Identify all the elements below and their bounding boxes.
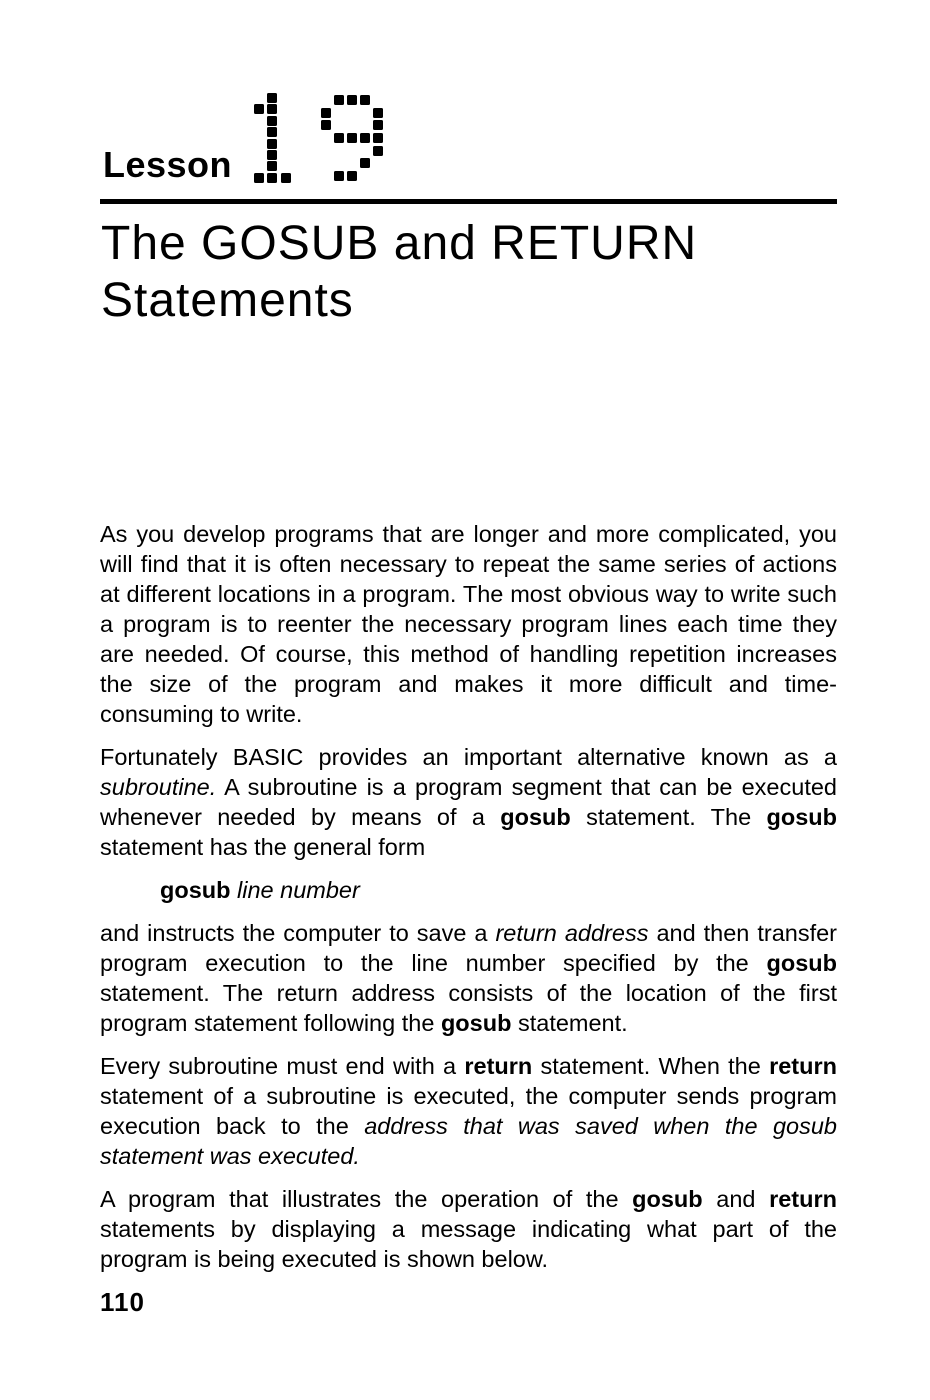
digit-dot-row bbox=[321, 95, 386, 108]
digit-dot bbox=[254, 104, 264, 114]
digit-dot bbox=[321, 108, 331, 118]
digit-dot-cell bbox=[373, 133, 386, 146]
digit-gap-cell bbox=[334, 158, 347, 171]
text-segment: gosub bbox=[160, 877, 231, 903]
digit-dot bbox=[267, 150, 277, 160]
digit-dot-cell bbox=[267, 139, 280, 150]
digit-dot-row bbox=[254, 116, 294, 127]
chapter-title-line1: The GOSUB and RETURN bbox=[101, 217, 698, 270]
lesson-number-digit-9 bbox=[321, 95, 386, 184]
digit-dot bbox=[373, 108, 383, 118]
paragraph bbox=[100, 1051, 837, 1171]
digit-dot-cell bbox=[267, 116, 280, 127]
digit-dot bbox=[373, 133, 383, 143]
digit-gap-cell bbox=[347, 120, 360, 133]
digit-dot-cell bbox=[281, 173, 294, 184]
digit-dot bbox=[254, 173, 264, 183]
chapter-title bbox=[101, 215, 861, 329]
digit-dot-cell bbox=[347, 133, 360, 146]
text-segment: line number bbox=[237, 877, 360, 903]
digit-dot-cell bbox=[373, 146, 386, 159]
text-segment: return bbox=[769, 1053, 837, 1079]
digit-dot-cell bbox=[267, 93, 280, 104]
digit-gap-cell bbox=[321, 171, 334, 184]
text-segment: As you develop programs that are longer and more complicated, you will find that it is often necessary to repeat the same series of actions at different locations in a program. The most obvious way to write such a program is to reenter the necessary program lines each time they are needed. Of course, this method of handling repetition increases the size of the program and makes it more difficult and time-consuming to write. bbox=[100, 521, 837, 727]
text-segment: and bbox=[702, 1186, 770, 1212]
digit-dot-cell bbox=[267, 161, 280, 172]
digit-dot-cell bbox=[321, 108, 334, 121]
digit-dot bbox=[281, 173, 291, 183]
digit-dot bbox=[267, 161, 277, 171]
digit-dot bbox=[334, 133, 344, 143]
digit-dot-cell bbox=[254, 173, 267, 184]
digit-dot-cell bbox=[254, 104, 267, 115]
text-segment: return bbox=[464, 1053, 533, 1079]
digit-dot-row bbox=[254, 161, 294, 172]
digit-gap-cell bbox=[360, 146, 373, 159]
digit-dot bbox=[360, 133, 370, 143]
digit-dot-cell bbox=[267, 127, 280, 138]
digit-dot-cell bbox=[373, 120, 386, 133]
digit-dot-cell bbox=[267, 173, 280, 184]
digit-dot-cell bbox=[360, 95, 373, 108]
digit-dot bbox=[267, 93, 277, 103]
text-segment: and then transfer program execution to the line number specified by the bbox=[100, 920, 838, 976]
body-text bbox=[100, 519, 837, 1274]
digit-dot bbox=[334, 95, 344, 105]
text-segment: gosub bbox=[500, 804, 571, 830]
digit-dot-row bbox=[321, 108, 386, 121]
digit-gap-cell bbox=[347, 108, 360, 121]
digit-dot-row bbox=[254, 93, 294, 104]
digit-dot-row bbox=[254, 150, 294, 161]
digit-dot bbox=[267, 116, 277, 126]
text-segment: statement. When the bbox=[532, 1053, 770, 1079]
digit-gap-cell bbox=[254, 161, 267, 172]
text-segment: statement. The return address consists of the location of the first program statement following the bbox=[100, 980, 837, 1036]
digit-gap-cell bbox=[334, 108, 347, 121]
digit-dot bbox=[267, 139, 277, 149]
text-segment: A subroutine is a program segment that can be executed whenever needed by means of a bbox=[100, 774, 837, 830]
digit-gap-cell bbox=[281, 93, 294, 104]
text-segment: statements by displaying a message indicating what part of the program is being executed is shown below. bbox=[100, 1216, 837, 1272]
digit-dot-row bbox=[254, 104, 294, 115]
text-segment: subroutine. bbox=[100, 774, 217, 800]
digit-gap-cell bbox=[254, 127, 267, 138]
digit-gap-cell bbox=[373, 171, 386, 184]
digit-gap-cell bbox=[281, 161, 294, 172]
digit-dot-cell bbox=[267, 104, 280, 115]
digit-dot bbox=[267, 127, 277, 137]
text-segment: gosub bbox=[632, 1186, 703, 1212]
text-segment: statement of a subroutine is executed, the computer sends program execution back to the bbox=[100, 1083, 837, 1139]
digit-dot-cell bbox=[334, 171, 347, 184]
digit-dot-cell bbox=[360, 158, 373, 171]
text-segment: gosub bbox=[766, 804, 837, 830]
digit-gap-cell bbox=[373, 95, 386, 108]
digit-gap-cell bbox=[281, 104, 294, 115]
digit-dot bbox=[347, 95, 357, 105]
page-number: 110 bbox=[100, 1287, 145, 1317]
header-rule bbox=[100, 199, 837, 204]
lesson-number-digit-1 bbox=[254, 93, 294, 184]
paragraph bbox=[100, 1184, 837, 1274]
digit-gap-cell bbox=[334, 120, 347, 133]
text-segment: statement. The bbox=[570, 804, 767, 830]
digit-dot-row bbox=[321, 171, 386, 184]
digit-dot-cell bbox=[267, 150, 280, 161]
digit-gap-cell bbox=[281, 139, 294, 150]
paragraph bbox=[100, 519, 837, 729]
digit-dot-row bbox=[254, 127, 294, 138]
digit-dot-row bbox=[254, 139, 294, 150]
digit-gap-cell bbox=[321, 95, 334, 108]
text-segment: return address bbox=[495, 920, 649, 946]
text-segment: statement has the general form bbox=[100, 834, 426, 860]
lesson-label: Lesson bbox=[103, 144, 233, 185]
digit-dot bbox=[321, 120, 331, 130]
digit-dot bbox=[267, 104, 277, 114]
digit-dot-cell bbox=[347, 95, 360, 108]
digit-gap-cell bbox=[321, 158, 334, 171]
digit-dot bbox=[373, 120, 383, 130]
paragraph bbox=[100, 918, 837, 1038]
digit-dot-cell bbox=[360, 133, 373, 146]
digit-gap-cell bbox=[347, 146, 360, 159]
digit-dot-row bbox=[321, 146, 386, 159]
text-segment: A program that illustrates the operation of the bbox=[100, 1186, 633, 1212]
digit-dot-cell bbox=[334, 133, 347, 146]
digit-dot-row bbox=[321, 133, 386, 146]
digit-gap-cell bbox=[281, 116, 294, 127]
digit-gap-cell bbox=[360, 171, 373, 184]
text-segment: gosub bbox=[766, 950, 837, 976]
digit-dot-cell bbox=[334, 95, 347, 108]
digit-gap-cell bbox=[347, 158, 360, 171]
digit-gap-cell bbox=[281, 127, 294, 138]
digit-dot bbox=[347, 133, 357, 143]
text-segment: Every subroutine must end with a bbox=[100, 1053, 465, 1079]
digit-gap-cell bbox=[321, 146, 334, 159]
digit-gap-cell bbox=[254, 116, 267, 127]
text-segment: return bbox=[769, 1186, 837, 1212]
digit-gap-cell bbox=[321, 133, 334, 146]
digit-dot bbox=[373, 146, 383, 156]
text-segment: statement. bbox=[511, 1010, 628, 1036]
digit-dot-cell bbox=[347, 171, 360, 184]
digit-dot-row bbox=[254, 173, 294, 184]
text-segment: and instructs the computer to save a bbox=[100, 920, 496, 946]
digit-dot-cell bbox=[373, 108, 386, 121]
text-segment: Fortunately BASIC provides an important alternative known as a bbox=[100, 744, 837, 770]
digit-gap-cell bbox=[254, 139, 267, 150]
digit-gap-cell bbox=[254, 93, 267, 104]
digit-dot bbox=[334, 171, 344, 181]
digit-dot bbox=[267, 173, 277, 183]
digit-gap-cell bbox=[254, 150, 267, 161]
digit-dot bbox=[347, 171, 357, 181]
text-segment: address that was saved when the gosub statement was executed. bbox=[100, 1113, 837, 1169]
text-segment: gosub bbox=[440, 1010, 512, 1036]
chapter-title-line2: Statements bbox=[101, 274, 354, 327]
paragraph bbox=[100, 742, 837, 862]
digit-dot-cell bbox=[321, 120, 334, 133]
digit-gap-cell bbox=[373, 158, 386, 171]
statement-form-line bbox=[100, 875, 837, 905]
digit-dot-row bbox=[321, 158, 386, 171]
digit-gap-cell bbox=[334, 146, 347, 159]
digit-dot bbox=[360, 158, 370, 168]
digit-gap-cell bbox=[281, 150, 294, 161]
digit-dot bbox=[360, 95, 370, 105]
digit-dot-row bbox=[321, 120, 386, 133]
digit-gap-cell bbox=[360, 120, 373, 133]
digit-gap-cell bbox=[360, 108, 373, 121]
body-block bbox=[100, 519, 837, 1317]
